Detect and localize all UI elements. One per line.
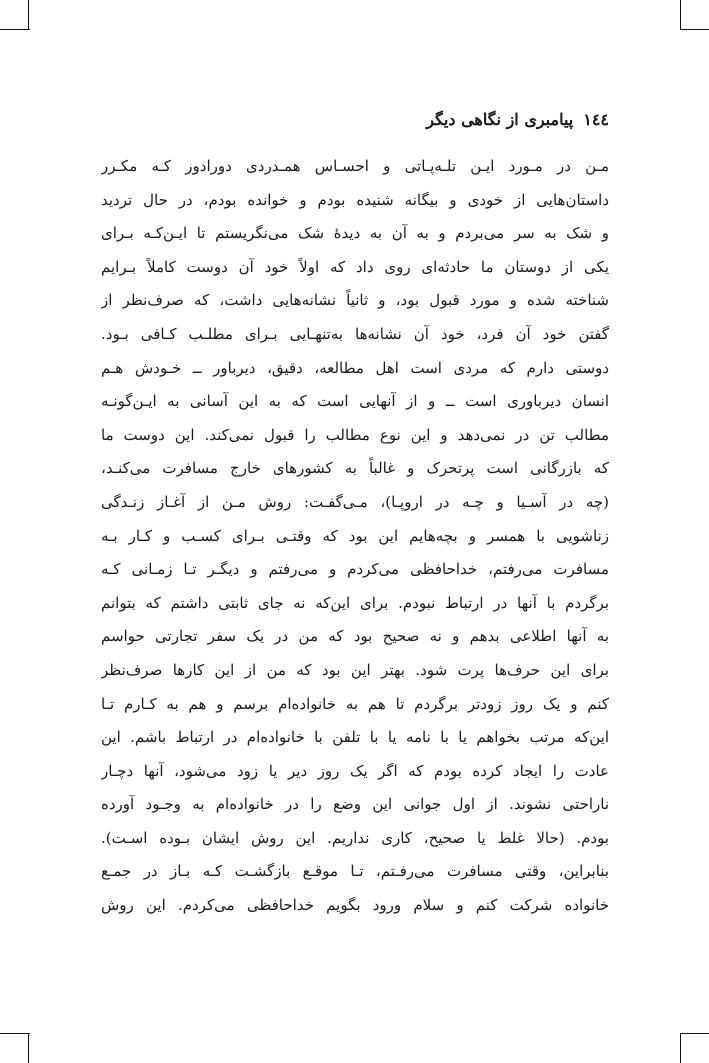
text-line: ناراحتی نشوند. از اول جوانی این وضع را در خانواده‌ام به وجـود آورده	[101, 795, 609, 814]
text-line: برگردم با آنها در ارتباط نبودم. برای این‌که نه جای ثابتی داشتم که بتوانم	[101, 593, 609, 612]
text-line: خانواده شرکت کنم و سلام ورود بگویم خداحافظی می‌کردم. این روش	[101, 896, 609, 915]
crop-mark-top-right-horizontal	[680, 29, 709, 30]
text-line: یکی از دوستان ما حادثه‌ای روی داد که اولاً خود آن دوست کاملاً بـرایم	[101, 257, 609, 276]
text-line: برای این حرف‌ها پرت شود. بهتر این بود که من از این کارها صرف‌نظر	[101, 660, 609, 679]
text-line: داستان‌هایی از خودی و بیگانه شنیده بودم و خوانده بودم، در حال تردید	[101, 190, 609, 209]
text-line: شناخته شده و مورد قبول بود، و ثانیاً نشانه‌هایی داشت، که صرف‌نظر از	[101, 291, 609, 310]
text-line: به آنها اطلاعی بدهم و نه صحیح بود که من در یک سفر تجارتی حواسم	[101, 627, 609, 646]
page-number: ١٤٤	[583, 110, 609, 129]
text-line: و شک به سر می‌بردم و به آن به دیدهٔ شک می‌نگریستم تا ایـن‌کـه بـرای	[101, 224, 609, 243]
text-line: بنابراین، وقتی مسافرت می‌رفـتم، تـا موقـع بازگشـت کـه بـاز در جمـع	[101, 862, 609, 881]
body-text	[101, 150, 609, 923]
crop-mark-bottom-left-horizontal	[0, 1033, 30, 1034]
crop-mark-bottom-right-vertical	[680, 1033, 681, 1063]
text-line: (چه در آسـیا و چـه در اروپـا)، مـی‌گفـت: روش مـن از آغـاز زنـدگی	[101, 492, 609, 511]
crop-mark-bottom-left-vertical	[28, 1033, 29, 1063]
text-line: که بازرگانی است پرتحرک و غالباً به کشورهای خارج مسافرت می‌کنـد،	[101, 459, 609, 478]
text-line: عادت را ایجاد کرده بودم که اگر یک روز دیر یا زود می‌شود، آنها دچـار	[101, 761, 609, 780]
running-header	[426, 110, 609, 129]
text-line: این‌که مرتب بخواهم یا با نامه یا با تلفن با خانواده‌ام در ارتباط باشم. این	[101, 728, 609, 747]
book-title: پیامبری از نگاهی دیگر	[426, 110, 574, 129]
text-line: بودم. (حالا غلط یا صحیح، کاری نداریم. این روش ایشان بـوده اسـت).	[101, 828, 609, 847]
text-line: زناشویی با همسر و بچه‌هایم این بود که وقتـی بـرای کسـب و کـار بـه	[101, 526, 609, 545]
text-line: مطالب تن در نمی‌دهد و این نوع مطالب را قبول نمی‌کند. این دوست ما	[101, 425, 609, 444]
text-line: مـن در مـورد ایـن تلـه‌پـاتی و احسـاس همـدردی دورادور کـه مکـرر	[101, 157, 609, 175]
text-line: کنم و یک روز زودتر برگردم تا هم به خانواده‌ام برسم و هم به کـارم تـا	[101, 694, 609, 713]
crop-mark-top-right-vertical	[680, 0, 681, 30]
text-line: انسان دیرباوری است ــ و از آنهایی است که به این آسانی به ایـن‌گونـه	[101, 392, 609, 411]
text-line: گفتن خود آن فرد، خود آن نشانه‌ها به‌تنهـایی بـرای مطلـب کـافی بـود.	[101, 324, 609, 343]
text-line: مسافرت می‌رفتم، خداحافظی می‌کردم و می‌رفتم و دیگـر تـا زمـانی کـه	[101, 560, 609, 579]
crop-mark-top-left-vertical	[28, 0, 29, 30]
crop-mark-bottom-right-horizontal	[680, 1033, 709, 1034]
text-line: دوستی دارم که مردی است اهل مطالعه، دقیق، دیرباور ــ خـودش هـم	[101, 358, 609, 377]
crop-mark-top-left-horizontal	[0, 29, 30, 30]
